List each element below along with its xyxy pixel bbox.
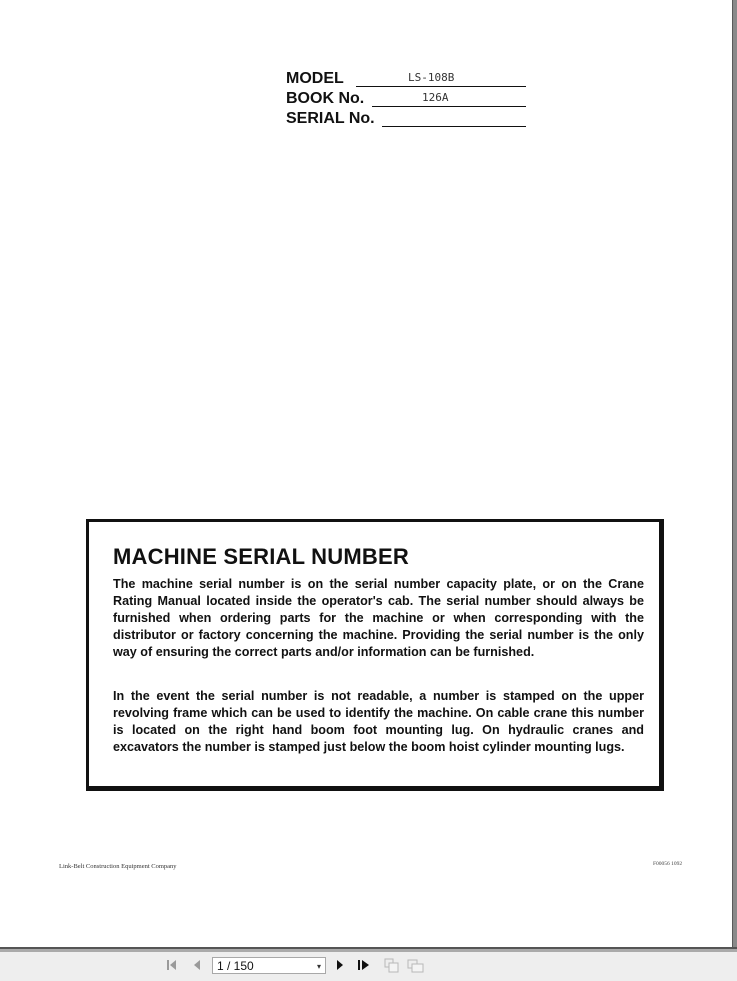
model-field	[286, 70, 526, 90]
serial-number-underline	[382, 126, 526, 127]
previous-page-icon	[191, 958, 203, 972]
model-label: MODEL	[286, 70, 344, 87]
identification-fields	[286, 70, 526, 130]
page-number-select[interactable]	[212, 957, 326, 974]
footer-company-name: Link-Belt Construction Equipment Company	[59, 863, 177, 870]
single-page-view-button[interactable]	[383, 958, 401, 974]
two-page-view-button[interactable]	[407, 958, 425, 974]
footer-document-code: F00056 1092	[653, 861, 683, 867]
navigation-toolbar	[0, 952, 737, 981]
chevron-down-icon[interactable]: ▾	[316, 962, 321, 971]
book-number-field	[286, 90, 526, 110]
two-page-view-icon	[407, 958, 425, 974]
model-underline	[356, 86, 526, 87]
vertical-scrollbar[interactable]	[732, 0, 737, 950]
first-page-button[interactable]	[165, 958, 181, 974]
model-value: LS-108B	[408, 71, 455, 84]
book-number-label: BOOK No.	[286, 90, 365, 107]
serial-number-notice-box	[86, 519, 664, 791]
serial-number-label: SERIAL No.	[286, 110, 375, 127]
next-page-icon	[334, 958, 346, 972]
last-page-icon	[357, 958, 371, 972]
last-page-button[interactable]	[356, 958, 372, 974]
next-page-button[interactable]	[334, 958, 346, 974]
notice-paragraph-2: In the event the serial number is not readable, a number is stamped on the upper revolving frame which can be used to identify the machine. On cable crane this number is located on the right hand boom foot mounting lug. On hydraulic cranes and excavators the number is stamped just below the boom hoist cylinder mounting lugs.	[113, 689, 644, 754]
book-number-underline	[372, 106, 526, 107]
single-page-view-icon	[383, 958, 401, 974]
notice-paragraph-1: The machine serial number is on the serial number capacity plate, or on the Crane Rating Manual located inside the operator's cab. The serial number should always be furnished when ordering parts for the machine or when corresponding with the distributor or factory concerning the machine. Providing the serial number is the only way of ensuring the correct parts and/or information can be furnished.	[113, 577, 644, 659]
book-number-value: 126A	[422, 91, 449, 104]
notice-title: MACHINE SERIAL NUMBER	[113, 544, 409, 569]
serial-number-field	[286, 110, 526, 130]
page-indicator: 1 / 150	[217, 959, 254, 973]
previous-page-button[interactable]	[190, 958, 204, 974]
first-page-icon	[166, 958, 180, 972]
